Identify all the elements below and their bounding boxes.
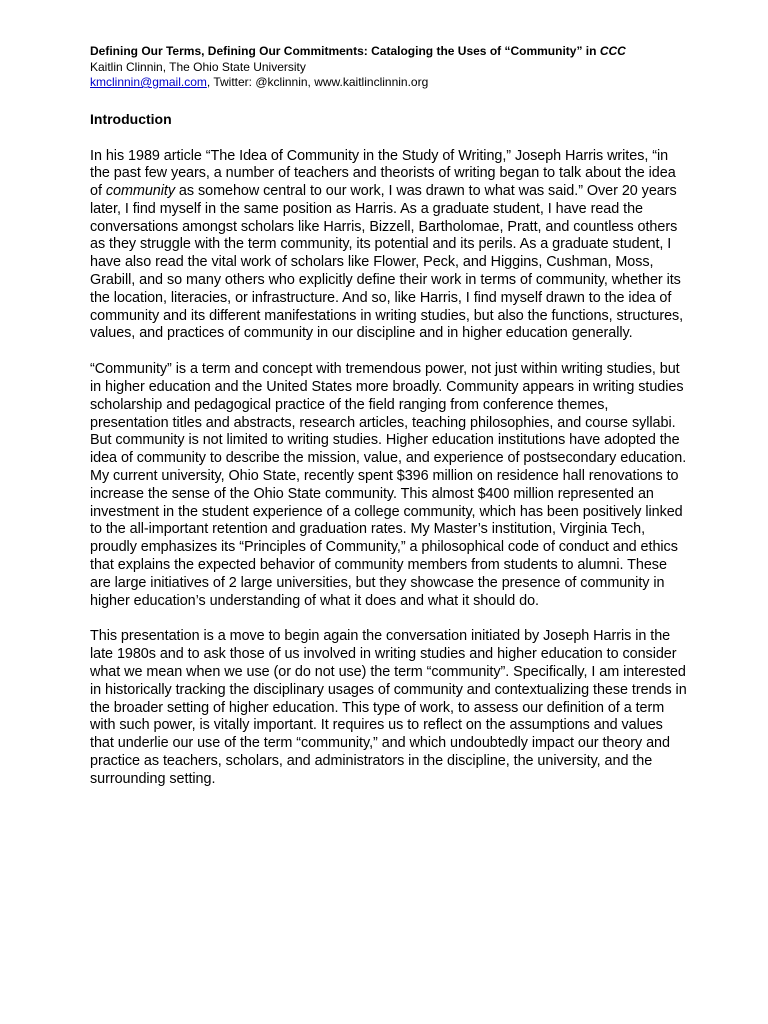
email-link[interactable]: kmclinnin@gmail.com: [90, 75, 207, 89]
contact-line: [90, 75, 690, 91]
document-page: [90, 44, 690, 789]
paragraph-1-text-start: In his 1989 article “The Idea of Community in the Study of Writing,” Joseph Harris writes, “in the past few years, a number of teachers and theorists of writing began to talk about the idea of: [90, 147, 676, 200]
section-heading: Introduction: [90, 110, 172, 127]
contact-details: , Twitter: @kclinnin, www.kaitlinclinnin.org: [206, 75, 429, 89]
paragraph-1-emphasis: community: [105, 183, 175, 200]
paragraph-2: “Community” is a term and concept with tremendous power, not just within writing studies, but in higher education and the United States more broadly. Community appears in writing studies scholarship and pedagogical practice of the field ranging from conference themes, presentation titles and abstracts, research articles, teaching philosophies, and course syllabi. But community is not limited to writing studies. Higher education institutions have adopted the idea of community to describe the mission, value, and experience of postsecondary education. My current university, Ohio State, recently spent $396 million on residence hall renovations to increase the sense of the Ohio State community. This almost $400 million represented an investment in the student experience of a college community, which has been positively linked to the all-important retention and graduation rates. My Master’s institution, Virginia Tech, proudly emphasizes its “Principles of Community,” a philosophical code of conduct and ethics that explains the expected behavior of community members from students to alumni. These are large initiatives of 2 large universities, but they showcase the presence of community in higher education’s understanding of what it does and what it should do.: [90, 361, 687, 609]
paragraph-3: This presentation is a move to begin again the conversation initiated by Joseph Harris in the late 1980s and to ask those of us involved in writing studies and higher education to consider what we mean when we use (or do not use) the term “community”. Specifically, I am interested in historically tracking the disciplinary usages of community and contextualizing these trends in the broader setting of higher education. This type of work, to assess our definition of a term with such power, is vitally important. It requires us to reflect on the assumptions and values that underlie our use of the term “community,” and which undoubtedly impact our theory and practice as teachers, scholars, and administrators in the discipline, the university, and the surrounding setting.: [90, 628, 687, 787]
journal-name: CCC: [599, 44, 626, 58]
document-title-text: Defining Our Terms, Defining Our Commitments: Cataloging the Uses of “Community” in: [90, 44, 600, 58]
document-header: [90, 44, 690, 91]
author-affiliation: Kaitlin Clinnin, The Ohio State University: [90, 59, 306, 74]
document-title: [90, 44, 690, 60]
paragraph-1-text-end: as somehow central to our work, I was drawn to what was said.” Over 20 years later, I find myself in the same position as Harris. As a graduate student, I have read the conversations amongst scholars like Harris, Bizzell, Bartholomae, Pratt, and countless others as they struggle with the term community, its potential and its perils. As a graduate student, I have also read the vital work of scholars like Flower, Peck, and Higgins, Cushman, Moss, Grabill, and so many others who explicitly define their work in terms of community, whether its the location, literacies, or infrastructure. And so, like Harris, I find myself drawn to the idea of community and its different manifestations in writing studies, but also the functions, structures, values, and practices of community in our discipline and in higher education generally.: [90, 183, 684, 342]
paragraph-1: [90, 148, 690, 344]
